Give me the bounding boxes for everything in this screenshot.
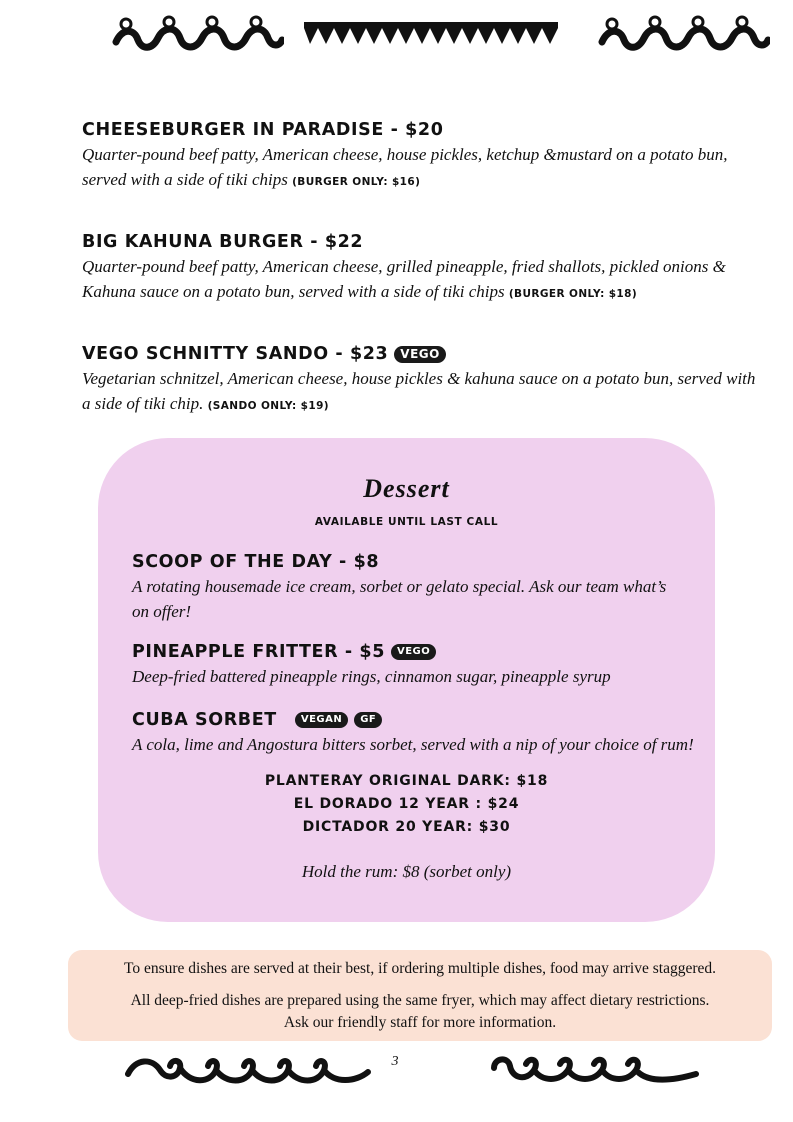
info-line: To ensure dishes are served at their best, if ordering multiple dishes, food may arrive staggered. xyxy=(123,960,717,977)
top-center-zigzag-ornament xyxy=(302,20,560,48)
menu-item-cheeseburger xyxy=(82,120,762,195)
vegan-badge: VEGAN xyxy=(295,712,348,728)
bottom-right-scroll-ornament xyxy=(490,1052,700,1086)
item-title: BIG KAHUNA BURGER - $22 xyxy=(82,232,364,252)
item-description: Vegetarian schnitzel, American cheese, house pickles & kahuna sauce on a potato bun, served with a side of tiki chip. (SANDO ONLY: $19) xyxy=(82,369,756,413)
info-line: Ask our friendly staff for more information. xyxy=(283,1014,557,1031)
dessert-subtitle: AVAILABLE UNTIL LAST CALL xyxy=(314,516,499,528)
info-box xyxy=(68,950,772,1041)
hold-the-rum-note: Hold the rum: $8 (sorbet only) xyxy=(301,862,512,881)
item-title: VEGO SCHNITTY SANDO - $23 VEGO xyxy=(82,344,762,364)
rum-option: EL DORADO 12 YEAR : $24 xyxy=(293,796,520,812)
item-note: (BURGER ONLY: $18) xyxy=(508,288,638,300)
rum-option: DICTADOR 20 YEAR: $30 xyxy=(302,819,511,835)
dessert-title: Dessert xyxy=(363,474,450,503)
vego-badge: VEGO xyxy=(394,346,446,363)
item-description: Quarter-pound beef patty, American cheese, grilled pineapple, fried shallots, pickled onions & Kahuna sauce on a potato bun, served with a side of tiki chips (BURGER ONLY: $18) xyxy=(82,257,726,301)
menu-item-vego-schnitty xyxy=(82,344,762,419)
page-number: 3 xyxy=(391,1054,399,1069)
item-description: A cola, lime and Angostura bitters sorbet, served with a nip of your choice of rum! xyxy=(132,735,694,754)
bottom-left-scroll-ornament xyxy=(124,1052,372,1086)
item-description: Deep-fried battered pineapple rings, cinnamon sugar, pineapple syrup xyxy=(132,667,611,686)
item-title: PINEAPPLE FRITTER - $5 VEGO xyxy=(132,642,692,662)
rum-option: PLANTERAY ORIGINAL DARK: $18 xyxy=(264,773,549,789)
top-left-wave-ornament xyxy=(112,14,284,56)
item-title: CHEESEBURGER IN PARADISE - $20 xyxy=(82,120,444,140)
item-description: A rotating housemade ice cream, sorbet or gelato special. Ask our team what’s on offer! xyxy=(132,577,667,621)
item-note: (BURGER ONLY: $16) xyxy=(292,176,421,188)
menu-item-big-kahuna xyxy=(82,232,762,307)
item-title: CUBA SORBET VEGAN GF xyxy=(132,710,692,730)
dessert-item-cuba-sorbet xyxy=(132,710,692,757)
vego-badge: VEGO xyxy=(391,644,436,660)
dessert-item-scoop xyxy=(132,552,692,624)
dessert-section xyxy=(98,438,715,922)
gf-badge: GF xyxy=(354,712,382,728)
dessert-item-pineapple-fritter xyxy=(132,642,692,689)
info-line: All deep-fried dishes are prepared using the same fryer, which may affect dietary restrictions. xyxy=(130,992,710,1009)
top-right-wave-ornament xyxy=(598,14,770,56)
item-description: Quarter-pound beef patty, American cheese, house pickles, ketchup &mustard on a potato bun, served with a side of tiki chips (BURGER ONLY: $16) xyxy=(82,145,728,189)
item-title: SCOOP OF THE DAY - $8 xyxy=(132,552,380,572)
item-note: (SANDO ONLY: $19) xyxy=(207,400,329,412)
